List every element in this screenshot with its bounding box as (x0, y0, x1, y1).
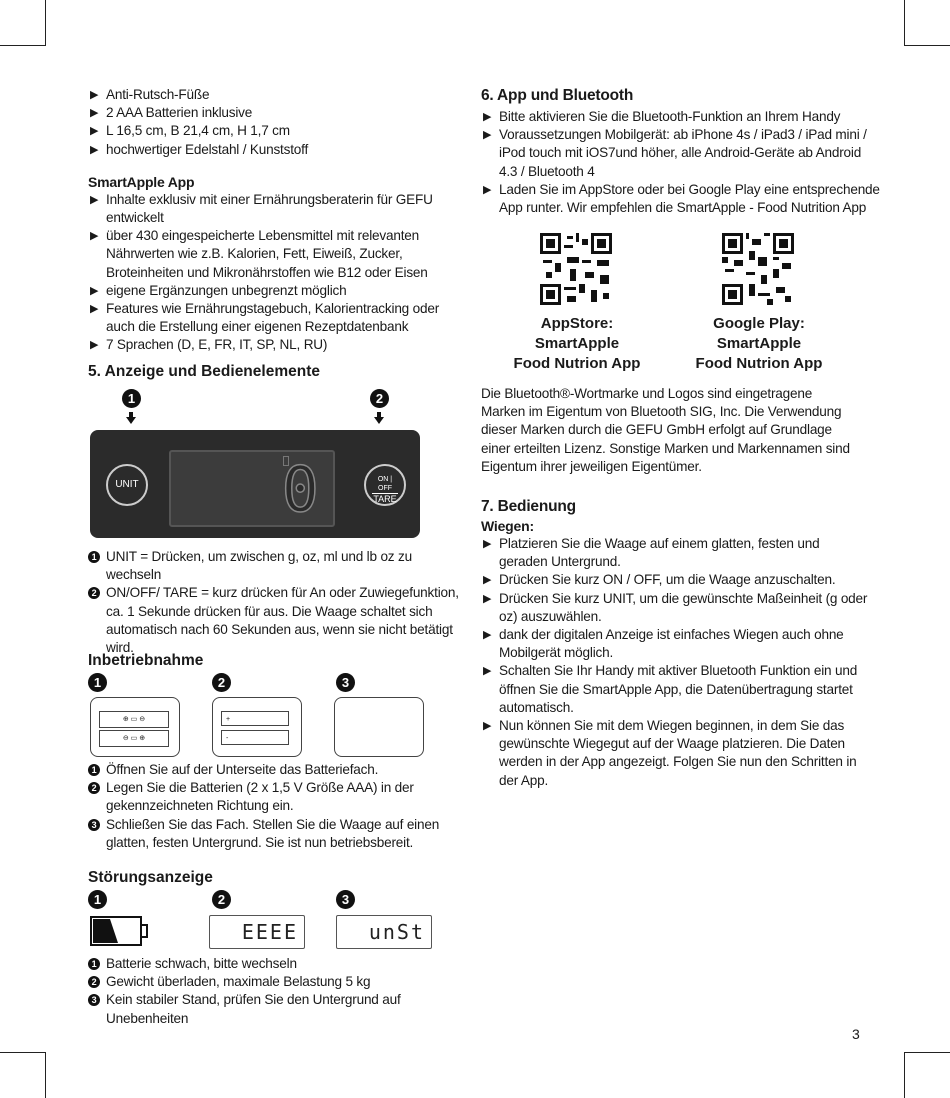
google-play-qr-label (674, 314, 844, 374)
low-battery-icon (90, 916, 150, 951)
list-item (88, 816, 468, 852)
number-badge: 3 (88, 994, 100, 1006)
page-number: 3 (852, 1026, 860, 1042)
errors-title: Störungsanzeige (88, 869, 213, 886)
control-text: UNIT = Drücken, um zwischen g, oz, ml und lb oz zu wechseln (106, 549, 412, 583)
marker-1: 1 (122, 389, 141, 408)
list-item: ▶ Features wie Ernährungstagebuch, Kalorientracking oder auch die Erstellung einer eigenen Rezeptdatenbank (88, 300, 468, 336)
left-column (88, 86, 468, 355)
marker-2: 2 (212, 890, 231, 909)
qr-label-line: Food Nutrion App (513, 355, 641, 372)
list-item: ▶ Nun können Sie mit dem Wiegen beginnen, in dem Sie das gewünschte Wiegegut auf der Waage platzieren. Die Daten werden in der App angezeigt. Folgen Sie nun den Schritten in der App. (481, 717, 871, 790)
list-item (88, 973, 468, 991)
crop-mark (904, 0, 905, 46)
appstore-qr-label (492, 314, 662, 374)
trademark-text: Die Bluetooth®-Wortmarke und Logos sind eingetragene Marken im Eigentum von Bluetooth SIG, Inc. Die Verwendung dieser Marken durch die GEFU GmbH erfolgt auf Grundlage einer erteilten Lizenz. Sonstige Marken und Markennamen sind Eigentum ihrer jeweiligen Eigentümer. (481, 386, 850, 474)
qr-label-line: Google Play: (713, 315, 805, 332)
error-text: Gewicht überladen, maximale Belastung 5 kg (106, 974, 371, 990)
bluetooth-list (481, 108, 881, 217)
marker-2: 2 (212, 673, 231, 692)
list-item (88, 548, 468, 584)
qr-label-line: SmartApple (534, 335, 620, 352)
battery-slot: - (221, 730, 289, 745)
list-item: ▶ 2 AAA Batterien inklusive (88, 104, 468, 122)
battery-compartment-open (90, 697, 180, 757)
arrow-down-icon (126, 411, 136, 423)
list-item: ▶ 7 Sprachen (D, E, FR, IT, SP, NL, RU) (88, 336, 468, 354)
qr-label-line: SmartApple (716, 335, 802, 352)
weigh-list (481, 535, 871, 790)
tare-label: TARE (373, 494, 397, 504)
list-item: ▶ Inhalte exklusiv mit einer Ernährungsberaterin für GEFU entwickelt (88, 191, 468, 227)
unit-button: UNIT (106, 464, 148, 506)
number-badge: 3 (88, 819, 100, 831)
trademark-notice (481, 385, 856, 476)
step-text: Legen Sie die Batterien (2 x 1,5 V Größe AAA) in der gekennzeichneten Richtung ein. (106, 780, 414, 814)
list-item: ▶ eigene Ergänzungen unbegrenzt möglich (88, 282, 468, 300)
list-item: ▶ Drücken Sie kurz ON / OFF, um die Waage anzuschalten. (481, 571, 871, 589)
scale-illustration (90, 430, 420, 538)
appstore-qr-code (540, 233, 612, 305)
section-6-title: 6. App und Bluetooth (481, 87, 634, 104)
list-item: ▶ Drücken Sie kurz UNIT, um die gewünschte Maßeinheit (g oder oz) auszuwählen. (481, 590, 871, 626)
marker-3: 3 (336, 890, 355, 909)
list-item: ▶ Anti-Rutsch-Füße (88, 86, 468, 104)
list-item: ▶ dank der digitalen Anzeige ist einfaches Wiegen auch ohne Mobilgerät möglich. (481, 626, 871, 662)
qr-label-line: AppStore: (540, 315, 614, 332)
marker-1: 1 (88, 673, 107, 692)
crop-mark (45, 0, 46, 46)
crop-mark (904, 1052, 905, 1098)
list-item (88, 779, 468, 815)
number-badge: 1 (88, 958, 100, 970)
lcd-overload: EEEE (209, 915, 305, 949)
setup-title: Inbetriebnahme (88, 652, 204, 669)
battery-slot: + (221, 711, 289, 726)
number-badge: 2 (88, 587, 100, 599)
list-item: ▶ über 430 eingespeicherte Lebensmittel mit relevanten Nährwerten wie z.B. Kalorien, Fett, Eiweiß, Zucker, Broteinheiten und Mikronährstoffen wie B12 oder Eisen (88, 227, 468, 282)
list-item: ▶ Laden Sie im AppStore oder bei Google Play eine entsprechende App runter. Wir empfehlen die SmartApple - Food Nutrition App (481, 181, 881, 217)
lcd-unstable: unSt (336, 915, 432, 949)
crop-mark (0, 1052, 46, 1053)
number-badge: 1 (88, 764, 100, 776)
crop-mark (45, 1052, 46, 1098)
list-item (88, 991, 468, 1027)
display-digit: 0 (281, 453, 319, 526)
step-text: Schließen Sie das Fach. Stellen Sie die Waage auf einen glatten, festen Untergrund. Sie ist nun betriebsbereit. (106, 816, 440, 850)
scale-display (169, 450, 335, 527)
section-7-title: 7. Bedienung (481, 498, 576, 515)
controls-legend (88, 548, 468, 657)
battery-compartment-marked (212, 697, 302, 757)
app-heading: SmartApple App (88, 173, 195, 190)
right-column (481, 86, 881, 217)
google-play-qr-code (722, 233, 794, 305)
list-item: ▶ Bitte aktivieren Sie die Bluetooth-Funktion an Ihrem Handy (481, 108, 881, 126)
error-text: Batterie schwach, bitte wechseln (106, 956, 297, 971)
number-badge: 1 (88, 551, 100, 563)
crop-mark (904, 1052, 950, 1053)
list-item (88, 955, 468, 973)
battery-compartment-closed (334, 697, 424, 757)
error-legend (88, 955, 468, 1028)
section-7 (481, 497, 871, 790)
list-item: ▶ Schalten Sie Ihr Handy mit aktiver Bluetooth Funktion ein und öffnen Sie die SmartApple App, die Datenübertragung startet automatisch. (481, 662, 871, 717)
qr-label-line: Food Nutrion App (695, 355, 823, 372)
marker-1: 1 (88, 890, 107, 909)
crop-mark (904, 45, 950, 46)
marker-3: 3 (336, 673, 355, 692)
battery-cell: ⊕ ▭ ⊖ (99, 711, 169, 728)
list-item: ▶ Platzieren Sie die Waage auf einem glatten, festen und geraden Untergrund. (481, 535, 871, 571)
weigh-heading: Wiegen: (481, 518, 534, 534)
number-badge: 2 (88, 782, 100, 794)
list-item: ▶ Voraussetzungen Mobilgerät: ab iPhone 4s / iPad3 / iPad mini / iPod touch mit iOS7und höher, alle Android-Geräte ab Android 4.3 / Bluetooth 4 (481, 126, 881, 181)
step-text: Öffnen Sie auf der Unterseite das Batteriefach. (106, 762, 379, 777)
list-item: ▶ hochwertiger Edelstahl / Kunststoff (88, 141, 468, 159)
setup-steps (88, 761, 468, 852)
list-item: ▶ L 16,5 cm, B 21,4 cm, H 1,7 cm (88, 122, 468, 140)
arrow-down-icon (374, 411, 384, 423)
battery-cell: ⊖ ▭ ⊕ (99, 730, 169, 747)
section-5-title: 5. Anzeige und Bedienelemente (88, 363, 320, 380)
error-text: Kein stabiler Stand, prüfen Sie den Untergrund auf Unebenheiten (106, 992, 401, 1026)
app-feature-list (88, 191, 468, 355)
feature-list (88, 86, 468, 159)
onoff-label: ON | OFF (372, 475, 398, 494)
crop-mark (0, 45, 46, 46)
number-badge: 2 (88, 976, 100, 988)
control-text: ON/OFF/ TARE = kurz drücken für An oder Zuwiegefunktion, ca. 1 Sekunde drücken für aus. Die Waage schaltet sich automatisch nach 60 Sekunden aus, wenn sie nicht betätigt wird. (106, 585, 459, 656)
list-item (88, 584, 468, 657)
marker-2: 2 (370, 389, 389, 408)
list-item (88, 761, 468, 779)
onoff-tare-button (364, 464, 406, 506)
